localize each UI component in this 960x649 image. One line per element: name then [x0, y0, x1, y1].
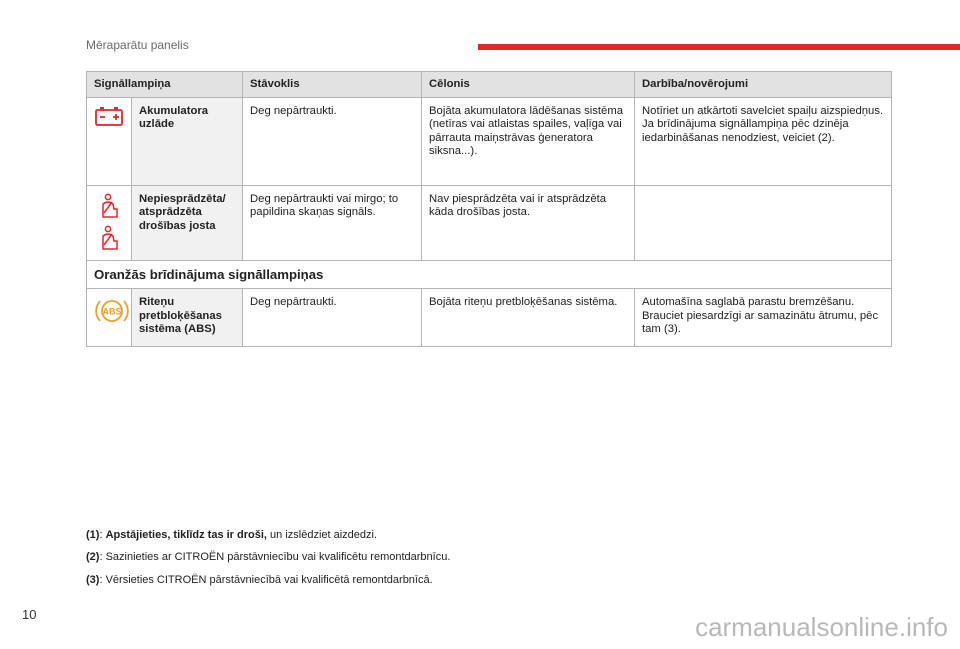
footnote: (2): Sazinieties ar CITROËN pārstāvniecību vai kvalificētu remontdarbnīcu. — [86, 551, 451, 563]
warning-lights-table — [86, 71, 892, 347]
header-accent-bar — [478, 44, 960, 50]
group-title: Oranžās brīdinājuma signāllampiņas — [87, 261, 892, 289]
watermark[interactable]: carmanualsonline.info — [695, 612, 948, 642]
light-action — [635, 186, 892, 261]
icon-cell — [87, 98, 132, 186]
footnote-ref: (2) — [86, 551, 100, 563]
icon-cell — [87, 186, 132, 261]
light-cause: Bojāta akumulatora lādēšanas sistēma (netīras vai atlaistas spailes, vaļīga vai pārrauta maiņstrāvas ģeneratora siksna...). — [422, 98, 635, 186]
light-state: Deg nepārtraukti. — [243, 289, 422, 347]
light-name: Riteņu pretbloķēšanas sistēma (ABS) — [132, 289, 243, 347]
light-cause: Bojāta riteņu pretbloķēšanas sistēma. — [422, 289, 635, 347]
column-header: Cēlonis — [422, 72, 635, 98]
light-cause: Nav piesprādzēta vai ir atsprādzēta kāda drošības josta. — [422, 186, 635, 261]
light-state: Deg nepārtraukti vai mirgo; to papildina skaņas signāls. — [243, 186, 422, 261]
column-header: Stāvoklis — [243, 72, 422, 98]
abs-icon-label: ABS — [102, 306, 122, 317]
table-header-row — [87, 72, 892, 98]
footnote: (3): Vērsieties CITROËN pārstāvniecībā vai kvalificētā remontdarbnīcā. — [86, 574, 433, 586]
light-state: Deg nepārtraukti. — [243, 98, 422, 186]
footnote-text: Sazinieties ar CITROËN pārstāvniecību vai kvalificētu remontdarbnīcu. — [105, 551, 451, 563]
group-title-row — [87, 261, 892, 289]
footnote-ref: (3) — [86, 574, 100, 586]
column-header: Signāllampiņa — [87, 72, 243, 98]
table-row — [87, 186, 892, 261]
light-action: Notīriet un atkārtoti savelciet spaiļu aizspiedņus. Ja brīdinājuma signāllampiņa pēc dzinēja iedarbināšanas nenodziest, veiciet (2). — [635, 98, 892, 186]
footnote-ref: (1) — [86, 529, 100, 541]
page-number: 10 — [22, 607, 37, 622]
table-row — [87, 98, 892, 186]
footnote-text: Vērsieties CITROËN pārstāvniecībā vai kvalificētā remontdarbnīcā. — [105, 574, 433, 586]
column-header: Darbība/novērojumi — [635, 72, 892, 98]
seatbelt-icon — [96, 225, 122, 251]
footnote-bold: Apstājieties, tiklīdz tas ir droši, — [105, 529, 267, 541]
footnote: (1): Apstājieties, tiklīdz tas ir droši, un izslēdziet aizdedzi. — [86, 529, 378, 541]
icon-cell — [87, 289, 132, 347]
light-name: Akumulatora uzlāde — [132, 98, 243, 186]
battery-warning-icon — [94, 105, 124, 127]
abs-warning-icon — [94, 296, 130, 326]
section-title: Mēraparātu panelis — [86, 38, 189, 52]
light-action: Automašīna saglabā parastu bremzēšanu. Brauciet piesardzīgi ar samazinātu ātrumu, pēc tam (3). — [635, 289, 892, 347]
seatbelt-icon — [96, 193, 122, 219]
footnote-text: un izslēdziet aizdedzi. — [266, 529, 378, 541]
light-name: Nepiesprādzēta/ atsprādzēta drošības josta — [132, 186, 243, 261]
table-row — [87, 289, 892, 347]
